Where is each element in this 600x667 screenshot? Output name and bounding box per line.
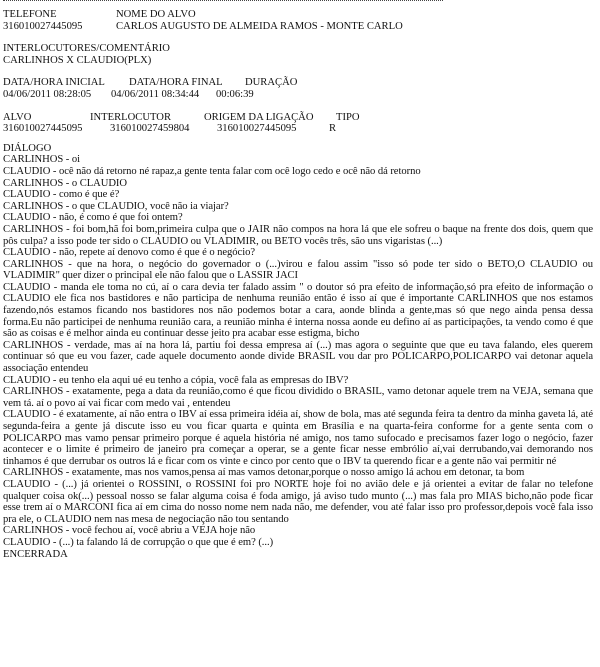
dialog-line: CLAUDIO - manda ele toma no cú, aí o cara devia ter falado assim " o doutor só pra efeito de informação,só pra efeito de informação o CLAUDIO ele fica nos bastidores e não participa de nenhuma reunião então é isso aí que é importante CARLINHOS que nos estamos fazendo,nós estamos ficando nos bastidores nos não podemos botar a cara, aonde blinda a gente,mas só que nego ainda pensa dessa forma.Eu não participei de nenhuma reunião cara, a reunião minha é interna nossa aonde eu defino aí as participações, ta vendo como é que são as coisas e é melhor ainda eu continuar desse jeito pra acabar esse estigma, bicho: [3, 281, 593, 340]
tipo-label: TIPO: [336, 111, 360, 123]
encerrada-label: ENCERRADA: [3, 548, 68, 560]
dialog-line: CLAUDIO - não, é como é que foi ontem?: [3, 212, 183, 224]
interception-record: [3, 9, 593, 560]
dialog-line: CARLINHOS - oi: [3, 154, 80, 166]
data-final-value: 04/06/2011 08:34:44: [111, 88, 200, 100]
dialog-line: CLAUDIO - ocê não dá retorno né rapaz,a gente tenta falar com ocê logo cedo e ocê não dá retorno: [3, 165, 421, 177]
interlocutor-label: INTERLOCUTOR: [90, 111, 172, 123]
duracao-label: DURAÇÃO: [245, 77, 298, 89]
top-rule: [3, 0, 443, 1]
duracao-value: 00:06:39: [216, 88, 254, 100]
tipo-value: R: [329, 123, 337, 135]
alvo-col-label: ALVO: [3, 111, 32, 123]
alvo-col-value: 316010027445095: [3, 123, 83, 135]
dialog-line: CLAUDIO - é exatamente, aí não entra o IBV aí essa primeira idéia aí, show de bola, mas até segunda feira ta dentro da minha gaveta lá, até segunda-feira a gente já discute isso eu vou ficar quarta e quinta em Brasília e na quarta-feira conforme for a gente senta com o POLICARPO mas vamo pensar primeiro porque é aquela história né amigo, nos tamo sufocado e precisamos fazer logo o negócio, fazer acontecer e o limite é primeiro de janeiro pra começar a operar, se a gente ficar nesse embrólio aí,vai derrubando,vai demorando nos tinhamos é que derrubar os outros lá e ficar com os vinte e cinco por cento que o IBV ta querendo ficar e a gente não vai permitir né: [3, 409, 593, 467]
dialog-line: CARLINHOS - exatamente, mas nos vamos,pensa aí mas vamos detonar,porque o nosso amigo lá achou em detonar, ta bom: [3, 467, 525, 479]
data-inicial-value: 04/06/2011 08:28:05: [3, 88, 92, 100]
dialog-line: CLAUDIO - não, repete aí denovo como é que é o negócio?: [3, 247, 255, 259]
interlocutor-value: 316010027459804: [110, 123, 190, 135]
dialog-line: CLAUDIO - como é que é?: [3, 189, 120, 201]
dialog-line: CARLINHOS - o CLAUDIO: [3, 177, 128, 189]
interlocutores-value: CARLINHOS X CLAUDIO(PLX): [3, 54, 152, 66]
header-values: [3, 21, 593, 33]
dialogo-body: [3, 154, 593, 548]
dialog-line: CARLINHOS - você fechou aí, você abriu a VEJA hoje não: [3, 525, 256, 537]
data-final-label: DATA/HORA FINAL: [129, 77, 223, 89]
dialog-line: CLAUDIO - (...) ta falando lá de corrupção o que que é em? (...): [3, 536, 274, 548]
origem-value: 316010027445095: [217, 123, 297, 135]
dialog-line: CARLINHOS - que na hora, o negócio do governador o (...)virou e falou assim "isso só pode ter sido o BETO,O CLAUDIO ou VLADIMIR" quer dizer o principal ele não falou que o LASSIR JACI: [3, 258, 593, 282]
data-inicial-label: DATA/HORA INICIAL: [3, 77, 105, 89]
alvo-nome-value: CARLOS AUGUSTO DE ALMEIDA RAMOS - MONTE CARLO: [116, 20, 403, 32]
dialog-line: CLAUDIO - (...) já orientei o ROSSINI, o ROSSINI foi pro NORTE hoje foi no avião dele e já orientei a evitar de falar no telefone qualquer coisa ok(...) pessoal nosso se falar alguma coisa é foda amigo, já aviso tudo munto (...) mas fala pro MIAS bicho,não pode ficar esse trem aí o MARCONI fica aí em cima do nosso nome nem nada não, me defender, vou até falar isso pro professor,depois você fala isso pra ele, o CLAUDIO nem nas mesa de negociação não tou sentando: [3, 478, 593, 525]
header-labels: [3, 9, 593, 21]
dialog-line: CLAUDIO - eu tenho ela aqui ué eu tenho a cópia, você fala as empresas do IBV?: [3, 374, 349, 386]
origem-label: ORIGEM DA LIGAÇÃO: [204, 111, 314, 123]
dialog-line: CARLINHOS - o que CLAUDIO, você não ia viajar?: [3, 200, 229, 212]
telefone-value: 316010027445095: [3, 20, 83, 32]
ligacao-values: [3, 123, 593, 135]
datas-values: [3, 89, 593, 101]
alvo-label: NOME DO ALVO: [116, 9, 196, 20]
dialog-line: CARLINHOS - verdade, mas aí na hora lá, partiu foi dessa empresa aí (...) mas agora o seguinte que que eu tava falando, eles querem continuar só que eu vou fazer, cade aquele documento aonde divide BRASIL vou dar pro POLICARPO,POLICARPO vai detonar aquela associação entendeu: [3, 339, 593, 375]
telefone-label: TELEFONE: [3, 9, 57, 20]
interlocutores-label: INTERLOCUTORES/COMENTÁRIO: [3, 43, 170, 55]
dialog-line: CARLINHOS - exatamente, pega a data da reunião,como é que ficou dividido o BRASIL, vamo detonar aquele trem na VEJA, semana que vem tá. aí o povo aí vai ficar com medo vai , entendeu: [3, 386, 593, 409]
ligacao-labels: [3, 112, 593, 124]
dialog-line: CARLINHOS - foi bom,hã foi bom,primeira culpa que o JAIR não compos na hora lá que ele sofreu o baque na frente dos dois, quem que pôs culpa? a isso pode ter sido o CLAUDIO ou VLADIMIR, ou BETO vocês três, são uns vigaristas (...): [3, 223, 593, 247]
dialogo-label: DIÁLOGO: [3, 142, 52, 154]
datas-labels: [3, 77, 593, 89]
